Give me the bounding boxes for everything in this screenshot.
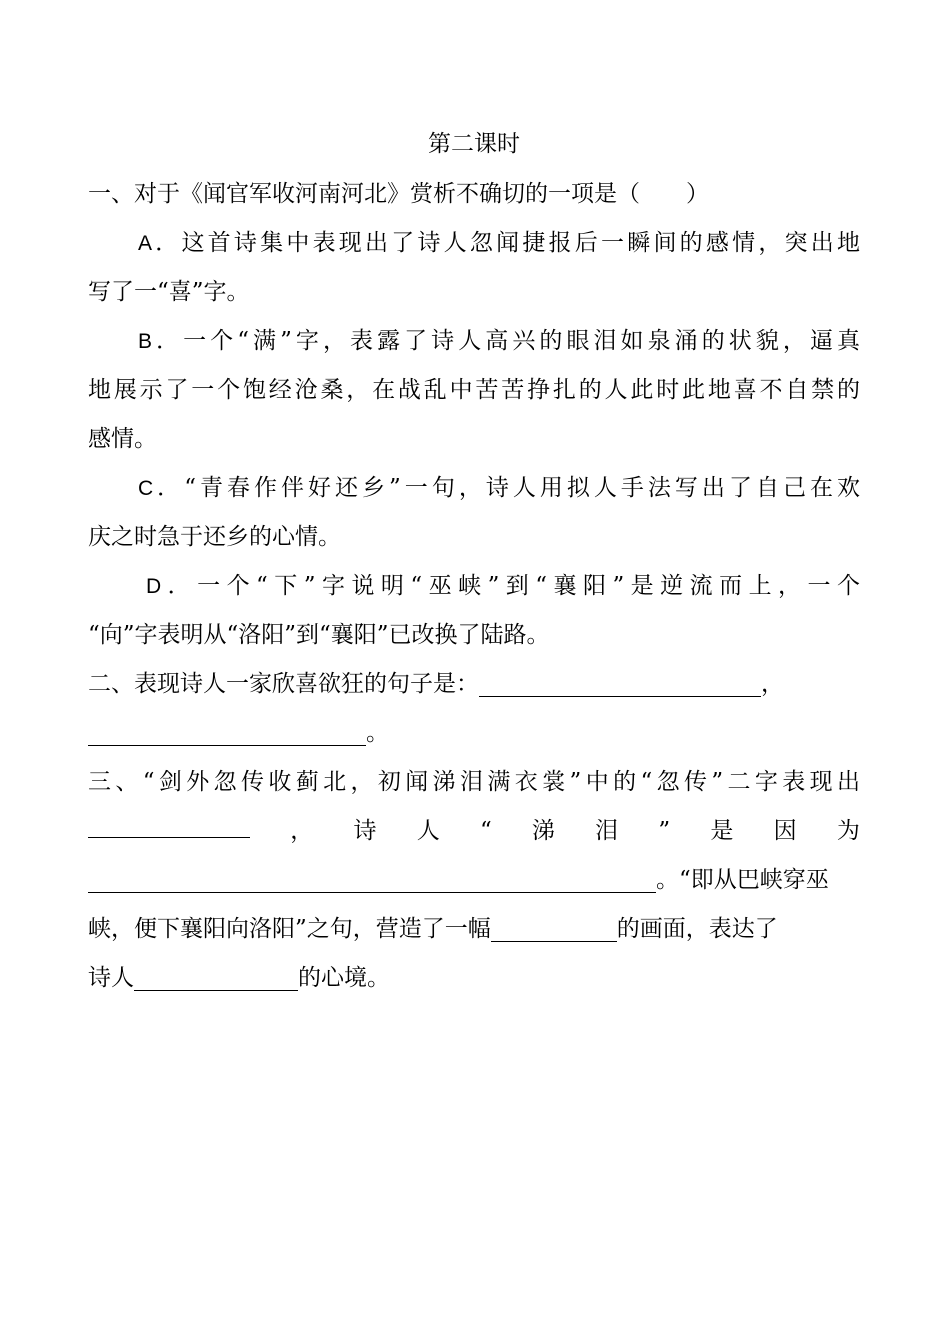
option-c-label: C: [138, 477, 154, 500]
question-3-line-5: [88, 954, 860, 1003]
page-title: 第二课时: [428, 131, 520, 157]
q3-char: 诗: [353, 818, 377, 844]
question-3-line-3: [88, 856, 860, 905]
question-3-line-4: [88, 905, 860, 954]
q3-char: 是: [710, 818, 734, 844]
option-b-text-1: ．一个“满”字，表露了诗人高兴的眼泪如泉涌的状貌，逼真: [152, 328, 860, 354]
option-a-text-1: ．这首诗集中表现出了诗人忽闻捷报后一瞬间的感情，突出地: [152, 230, 860, 256]
question-3-line-4-pre: 峡，便下襄阳向洛阳”之句，营造了一幅: [88, 916, 491, 942]
option-b-label: B: [138, 330, 153, 353]
question-3-line-5-post: 的心境。: [298, 965, 390, 991]
answer-blank[interactable]: [134, 960, 298, 991]
answer-blank[interactable]: [479, 666, 761, 697]
worksheet-page: [88, 120, 860, 1003]
question-2-line-2: [88, 709, 860, 758]
option-d-text-2: “向”字表明从“洛阳”到“襄阳”已改换了陆路。: [88, 622, 550, 648]
answer-blank[interactable]: [88, 807, 250, 838]
q3-char: ，: [290, 818, 314, 844]
option-b-text-2: 地展示了一个饱经沧桑，在战乱中苦苦挣扎的人此时此地喜不自禁的: [88, 377, 860, 403]
question-2-comma: ，: [761, 671, 784, 697]
q3-char: “: [479, 818, 492, 844]
question-3-line-4-post: 的画面，表达了: [616, 916, 778, 942]
option-c-line-1: [88, 464, 860, 513]
answer-blank[interactable]: [491, 911, 617, 942]
option-b-text-3: 感情。: [88, 426, 157, 452]
question-2-line-1: [88, 660, 860, 709]
option-a-line-1: [88, 219, 860, 268]
option-d-line-1: [88, 562, 860, 611]
option-d-label: D: [146, 575, 162, 598]
answer-blank[interactable]: [88, 715, 366, 746]
option-c-text-1: ．“青春作伴好还乡”一句，诗人用拟人手法写出了自己在欢: [153, 475, 860, 501]
q3-char: 泪: [595, 818, 619, 844]
q3-char: 涕: [531, 818, 555, 844]
option-a-text-2: 写了一“喜”字。: [88, 279, 250, 305]
question-2-period: 。: [366, 720, 389, 746]
q3-char: 为: [836, 818, 860, 844]
question-1-stem: 一、对于《闻官军收河南河北》赏析不确切的一项是（ ）: [88, 181, 709, 207]
answer-blank[interactable]: [88, 862, 656, 893]
option-a-label: A: [138, 232, 153, 255]
q3-char: ”: [658, 818, 671, 844]
option-d-text-1: ．一个“下”字说明“巫峡”到“襄阳”是逆流而上，一个: [161, 573, 860, 599]
option-b-line-1: [88, 317, 860, 366]
question-3-line-1: 三、“剑外忽传收蓟北，初闻涕泪满衣裳”中的“忽传”二字表现出: [88, 769, 860, 795]
question-3-line-3-tail: 。“即从巴峡穿巫: [656, 867, 829, 893]
q3-char: 人: [416, 818, 440, 844]
option-c-text-2: 庆之时急于还乡的心情。: [88, 524, 341, 550]
question-2-stem: 二、表现诗人一家欣喜欲狂的句子是：: [88, 671, 479, 697]
q3-char: 因: [773, 818, 797, 844]
question-3-line-2: [88, 807, 860, 856]
question-3-line-5-pre: 诗人: [88, 965, 134, 991]
